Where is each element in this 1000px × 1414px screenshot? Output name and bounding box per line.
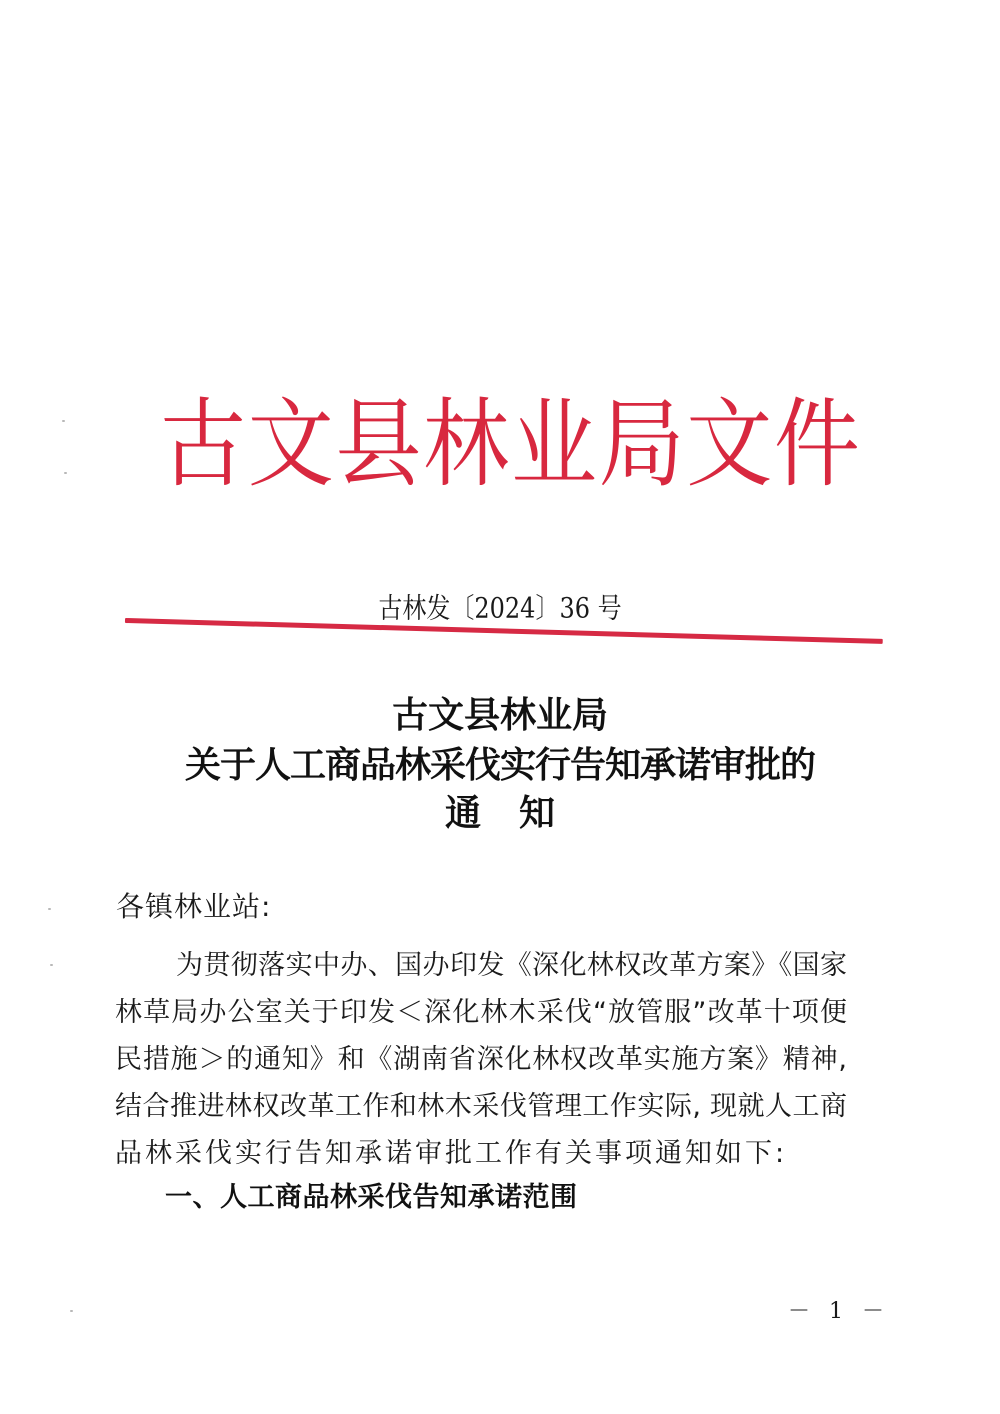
paragraph-line: 为贯彻落实中办、国办印发《深化林权改革方案》《国家 (176, 950, 847, 981)
issuer-red-header (160, 378, 860, 512)
paragraph-line: 民措施＞的通知》和《湖南省深化林权改革实施方案》精神, (115, 1044, 847, 1075)
issuer-char: 县 (335, 389, 422, 502)
issuer-char: 古 (160, 389, 246, 502)
paragraph-line: 林草局办公室关于印发＜深化林木采伐“放管服”改革十项便 (115, 997, 847, 1028)
section-heading-1: 一、人工商品林采伐告知承诺范围 (165, 1182, 578, 1213)
title-line-2: 关于人工商品林采伐实行告知承诺审批的 (184, 744, 815, 786)
body-paragraph (115, 942, 847, 1177)
issuer-char: 林 (423, 389, 510, 502)
issuer-char: 文 (686, 389, 773, 502)
document-number-text: 古林发〔2024〕36 号 (378, 592, 622, 625)
scan-speck (70, 1310, 73, 1312)
paragraph-line: 结合推进林权改革工作和林木采伐管理工作实际, 现就人工商 (115, 1091, 847, 1122)
issuer-char: 文 (247, 389, 334, 502)
salutation: 各镇林业站: (116, 890, 272, 923)
title-line-3 (0, 792, 1000, 834)
scan-speck (48, 908, 51, 910)
scan-speck (64, 472, 67, 474)
scan-speck (50, 964, 53, 966)
paragraph-line: 品林采伐实行告知承诺审批工作有关事项通知如下: (115, 1138, 788, 1169)
issuer-char: 局 (598, 389, 685, 502)
title-char-tong: 通 (444, 792, 481, 834)
issuer-char: 件 (773, 389, 860, 502)
title-char-zhi: 知 (519, 792, 556, 834)
scan-speck (62, 420, 65, 422)
page-number: － 1 － (788, 1299, 890, 1324)
title-line-1: 古文县林业局 (391, 694, 608, 736)
issuer-char: 业 (510, 389, 597, 502)
